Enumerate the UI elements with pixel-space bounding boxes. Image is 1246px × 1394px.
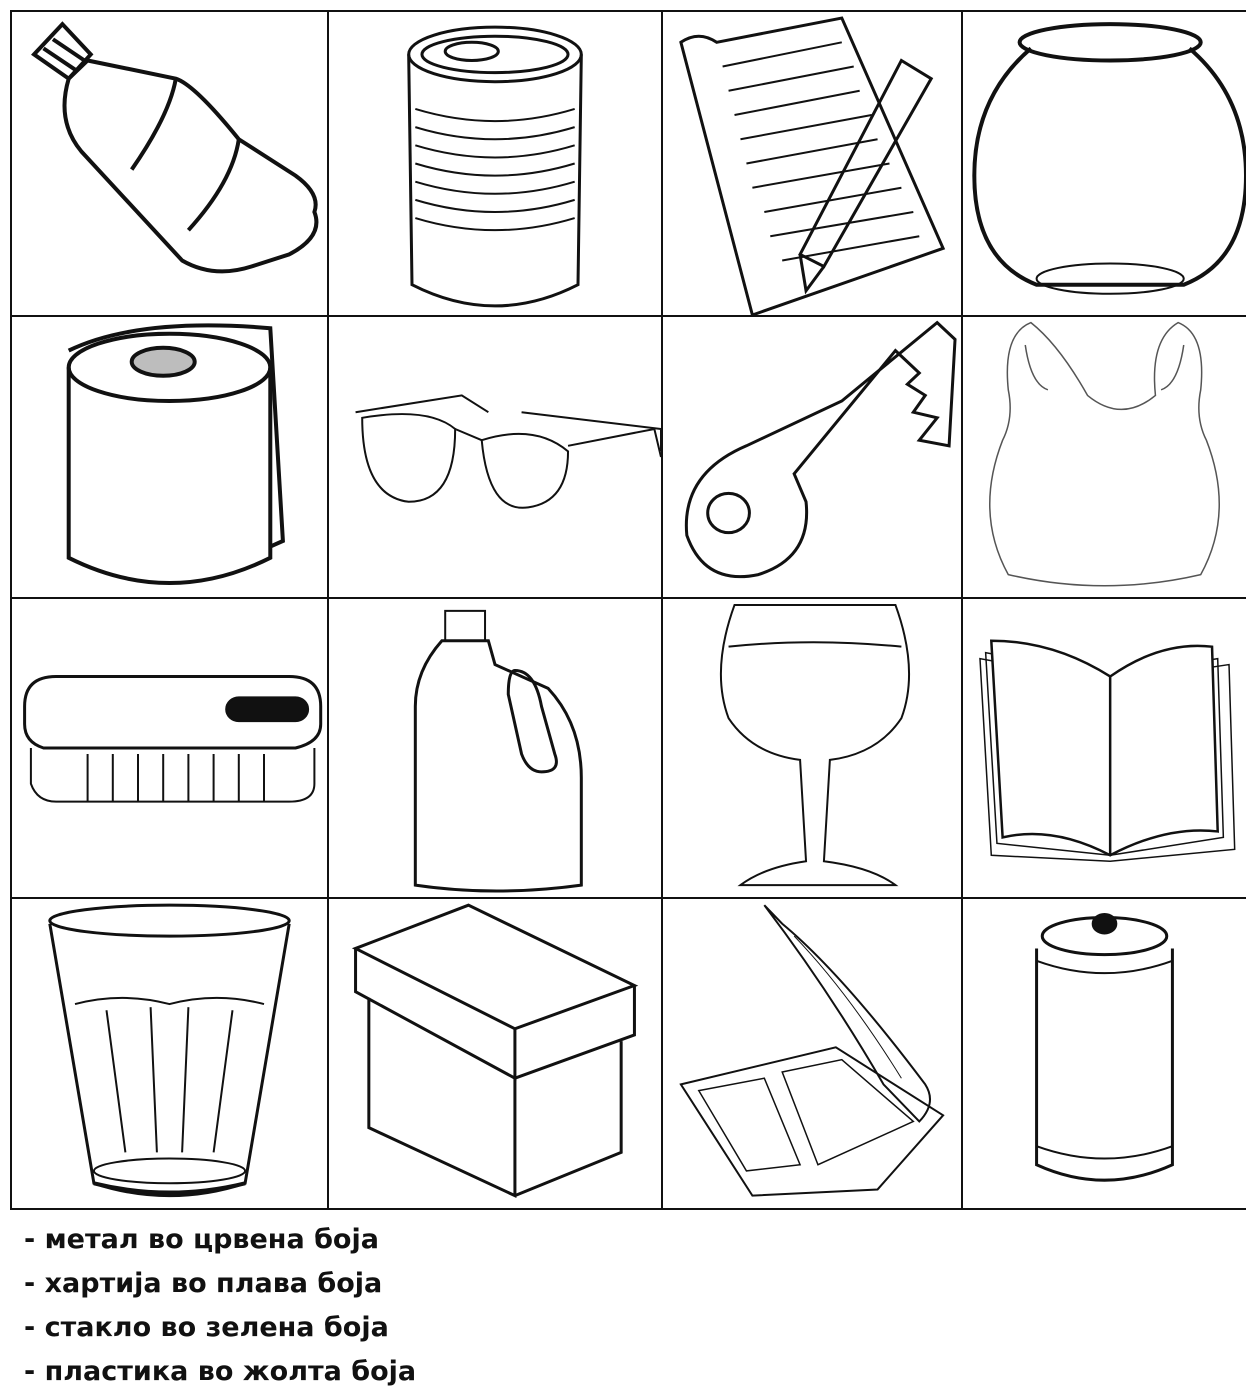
legend-plastic-yellow: - пластика во жолта боја — [24, 1356, 417, 1387]
item-cell — [663, 317, 961, 597]
item-cell — [12, 899, 327, 1208]
key-icon — [663, 317, 961, 597]
plastic-bottle-icon — [12, 12, 327, 315]
item-cell — [963, 899, 1246, 1208]
worksheet — [10, 10, 1246, 1387]
cardboard-box-icon — [329, 899, 661, 1208]
tin-can-icon — [329, 12, 661, 315]
item-cell — [663, 599, 961, 897]
wine-glass-icon — [663, 599, 961, 897]
glass-jar-icon — [963, 12, 1246, 315]
item-cell — [329, 899, 661, 1208]
item-cell — [663, 12, 961, 315]
plastic-bag-icon — [963, 317, 1246, 597]
item-cell — [663, 899, 961, 1208]
item-cell — [329, 12, 661, 315]
drinking-glass-icon — [12, 899, 327, 1208]
grid-line — [10, 1208, 1246, 1210]
color-legend — [24, 1218, 416, 1394]
plastic-food-container-icon — [663, 899, 961, 1208]
open-notebook-icon — [963, 599, 1246, 897]
legend-glass-green: - стакло во зелена боја — [24, 1312, 389, 1343]
sardine-tin-icon — [12, 599, 327, 897]
item-cell — [329, 317, 661, 597]
item-cell — [12, 317, 327, 597]
paper-and-pencil-icon — [663, 12, 961, 315]
item-cell — [963, 599, 1246, 897]
item-cell — [12, 12, 327, 315]
recycling-items-grid — [10, 10, 1246, 1210]
eyeglasses-icon — [329, 317, 661, 597]
item-cell — [963, 12, 1246, 315]
item-cell — [329, 599, 661, 897]
detergent-jug-icon — [329, 599, 661, 897]
item-cell — [12, 599, 327, 897]
legend-metal-red: - метал во црвена боја — [24, 1224, 379, 1255]
legend-paper-blue: - хартија во плава боја — [24, 1268, 383, 1299]
soda-can-icon — [963, 899, 1246, 1208]
item-cell — [963, 317, 1246, 597]
paper-towel-roll-icon — [12, 317, 327, 597]
